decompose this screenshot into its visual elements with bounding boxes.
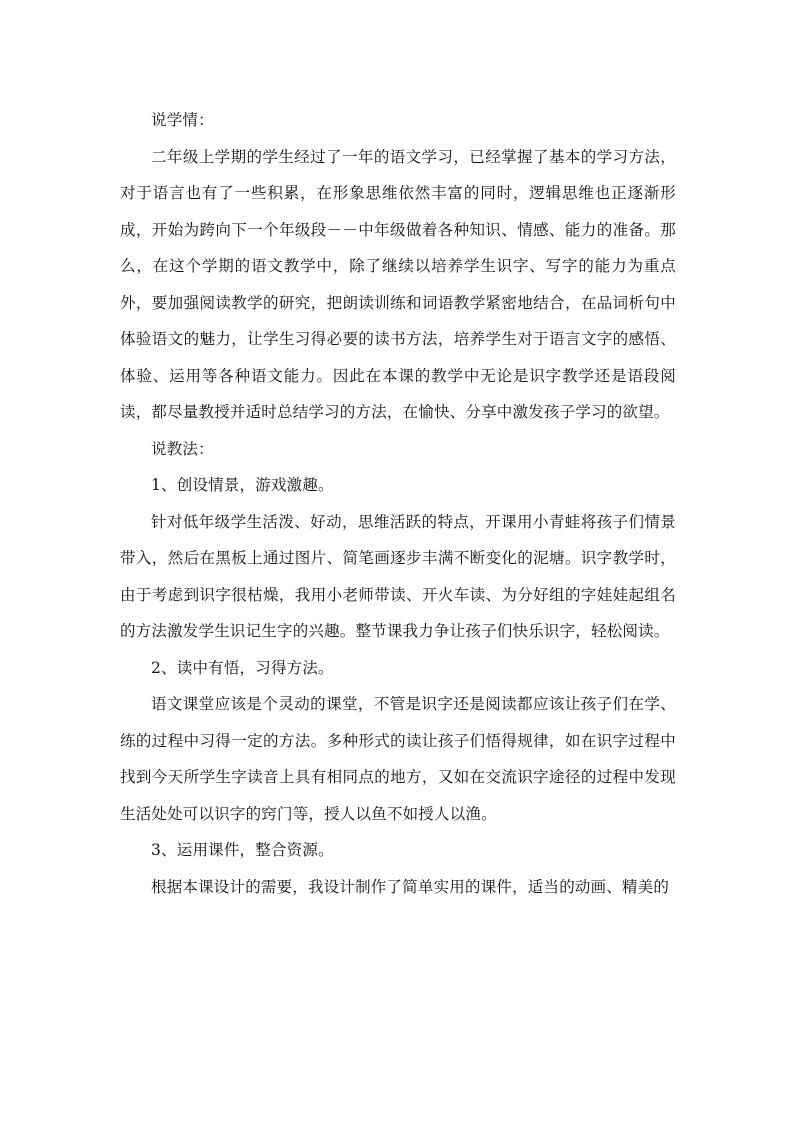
paragraph-student-analysis: 二年级上学期的学生经过了一年的语文学习，已经掌握了基本的学习方法，对于语言也有了一些积累，在形象思维依然丰富的同时，逻辑思维也正逐渐形成，开始为跨向下一个年级段－－中年级做着各种知识、情感、能力的准备。那么，在这个学期的语文教学中，除了继续以培养学生识字、写字的能力为重点外，要加强阅读教学的研究，把朗读训练和词语教学紧密地结合，在品词析句中体验语文的魅力，让学生习得必要的读书方法，培养学生对于语言文字的感悟、体验、运用等各种语文能力。因此在本课的教学中无论是识字教学还是语段阅读，都尽量教授并适时总结学习的方法，在愉快、分享中激发孩子学习的欲望。 bbox=[120, 147, 676, 421]
method-1-title: 1、创设情景，游戏激趣。 bbox=[151, 476, 334, 494]
method-1-paragraph: 针对低年级学生活泼、好动，思维活跃的特点，开课用小青蛙将孩子们情景带入，然后在黑板上通过图片、简笔画逐步丰满不断变化的泥塘。识字教学时，由于考虑到识字很枯燥，我用小老师带读、开火车读、为分好组的字娃娃起组名的方法激发学生识记生字的兴趣。整节课我力争让孩子们快乐识字，轻松阅读。 bbox=[120, 512, 676, 640]
method-3-title: 3、运用课件，整合资源。 bbox=[151, 841, 334, 859]
document-body bbox=[120, 102, 676, 905]
method-3-paragraph: 根据本课设计的需要，我设计制作了简单实用的课件，适当的动画、精美的 bbox=[151, 877, 670, 896]
heading-student-analysis: 说学情： bbox=[151, 111, 214, 129]
heading-teaching-methods: 说教法： bbox=[151, 439, 214, 458]
method-2-paragraph: 语文课堂应该是个灵动的课堂，不管是识字还是阅读都应该让孩子们在学、练的过程中习得一定的方法。多种形式的读让孩子们悟得规律，如在识字过程中找到今天所学生字读音上具有相同点的地方，又如在交流识字途径的过程中发现生活处处可以识字的窍门等，授人以鱼不如授人以渔。 bbox=[120, 695, 676, 823]
method-2-title: 2、读中有悟，习得方法。 bbox=[151, 658, 334, 677]
